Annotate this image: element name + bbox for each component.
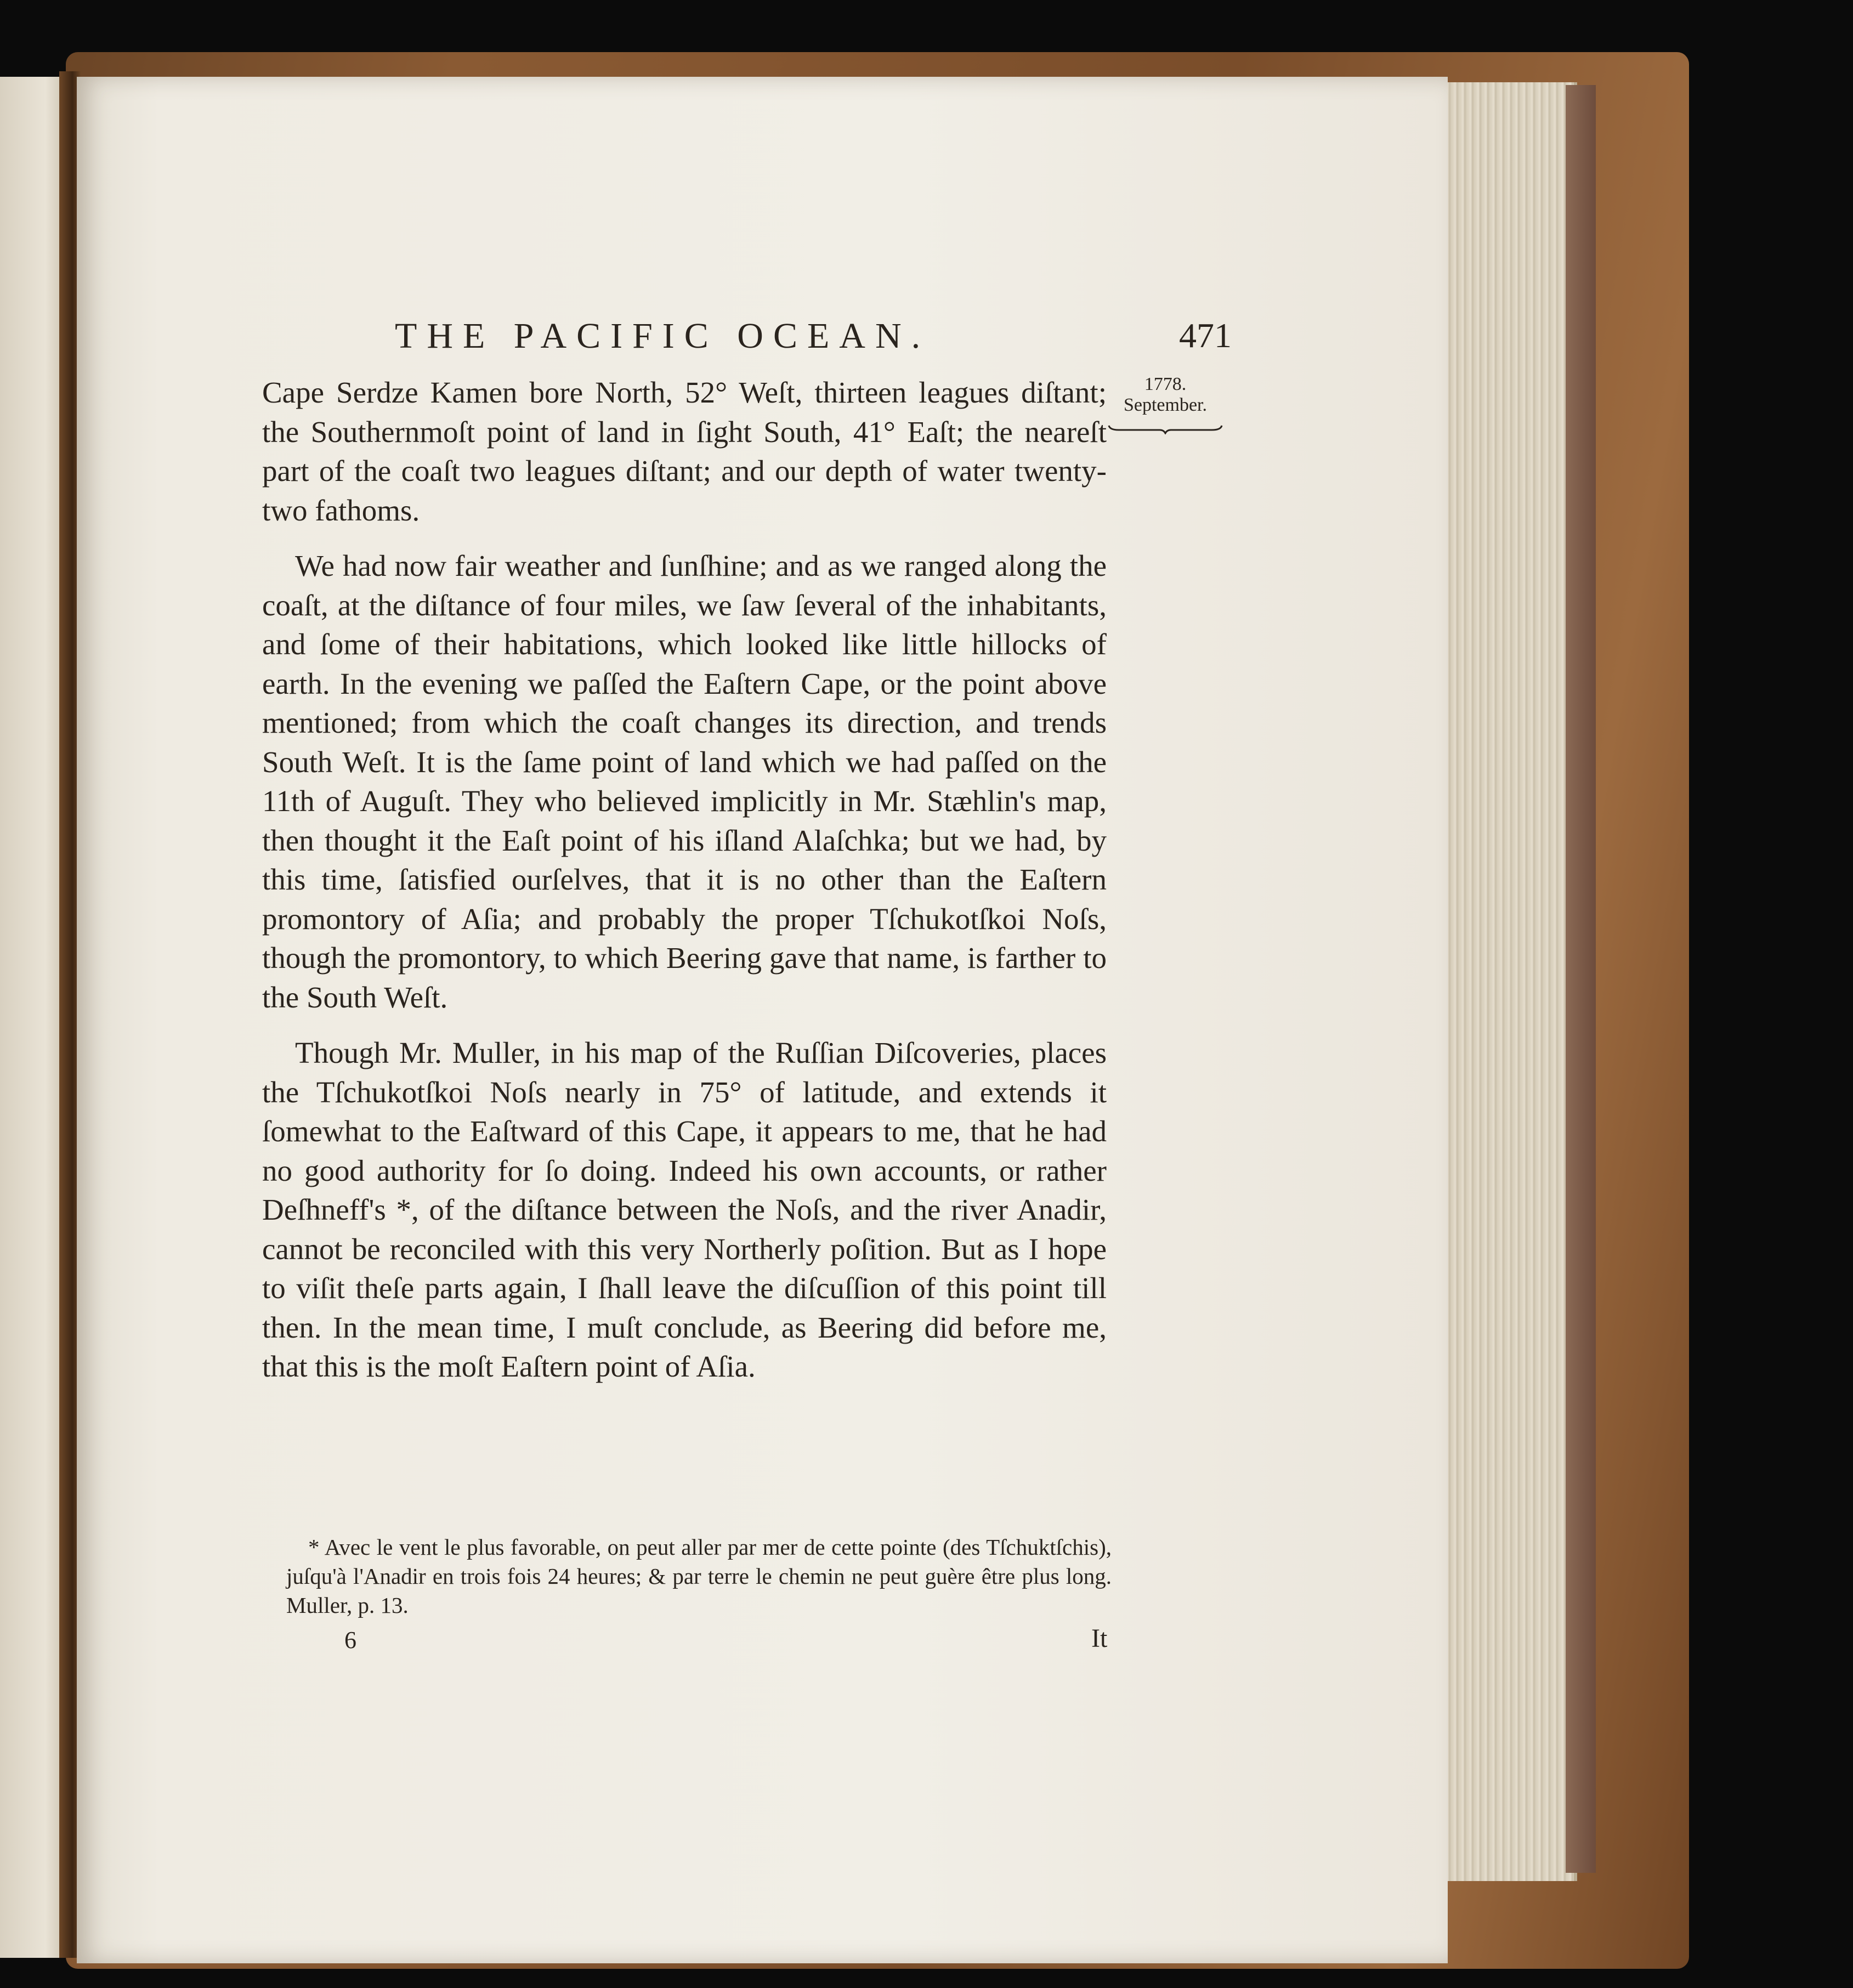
left-facing-page — [0, 77, 65, 1958]
paragraph: We had now fair weather and ſunſhine; and as we ranged along the coaſt, at the diſtance of four miles, we ſaw ſeveral of the inhabitants, and ſome of their habitations, which looked like little hillocks of earth. In the evening we paſſed the Eaſtern Cape, or the point above mentioned; from which the coaſt changes its direction, and trends South Weſt. It is the ſame point of land which we had paſſed on the 11th of Auguſt. They who believed implicitly in Mr. Stæhlin's map, then thought it the Eaſt point of his iſland Alaſchka; but we had, by this time, ſatisfied ourſelves, that it is no other than the Eaſtern promontory of Aſia; and probably the proper Tſchukotſkoi Noſs, though the promontory, to which Beering gave that name, is farther to the South Weſt. — [262, 549, 1107, 1014]
catchword: It — [1091, 1624, 1108, 1653]
running-title: THE PACIFIC OCEAN. — [395, 316, 931, 356]
footnote: * Avec le vent le plus favorable, on peut aller par mer de cette pointe (des Tſchuktſchis), juſqu'à l'Anadir en trois fois 24 heures; & par terre le chemin ne peut guère être plus long. Muller, p. 13. — [286, 1534, 1112, 1618]
page-number: 471 — [1179, 316, 1232, 355]
signature-mark: 6 — [344, 1627, 356, 1653]
paragraph: Though Mr. Muller, in his map of the Ruſſian Diſcoveries, places the Tſchukotſkoi Noſs nearly in 75° of latitude, and extends it ſomewhat to the Eaſtward of this Cape, it appears to me, that he had no good authority for ſo doing. Indeed his own accounts, or rather Deſhneff's *, of the diſtance between the Noſs, and the river Anadir, cannot be reconciled with this very Northerly poſition. But as I hope to viſit theſe parts again, I ſhall leave the diſcuſſion of this point till then. In the mean time, I muſt conclude, as Beering did before me, that this is the moſt Eaſtern point of Aſia. — [262, 1036, 1107, 1383]
page-edges-shadow — [1566, 85, 1596, 1873]
margin-note-month: September. — [1123, 395, 1208, 415]
body-text — [262, 373, 1107, 1386]
margin-brace-icon — [1108, 423, 1223, 434]
paragraph: Cape Serdze Kamen bore North, 52° Weſt, thirteen leagues diſtant; the Southernmoſt point of land in ſight South, 41° Eaſt; the neareſt part of the coaſt two leagues diſtant; and our depth of water twenty-two fathoms. — [262, 376, 1107, 527]
margin-note-year: 1778. — [1144, 374, 1187, 394]
margin-note — [1102, 374, 1228, 416]
page-edges — [1437, 82, 1577, 1881]
